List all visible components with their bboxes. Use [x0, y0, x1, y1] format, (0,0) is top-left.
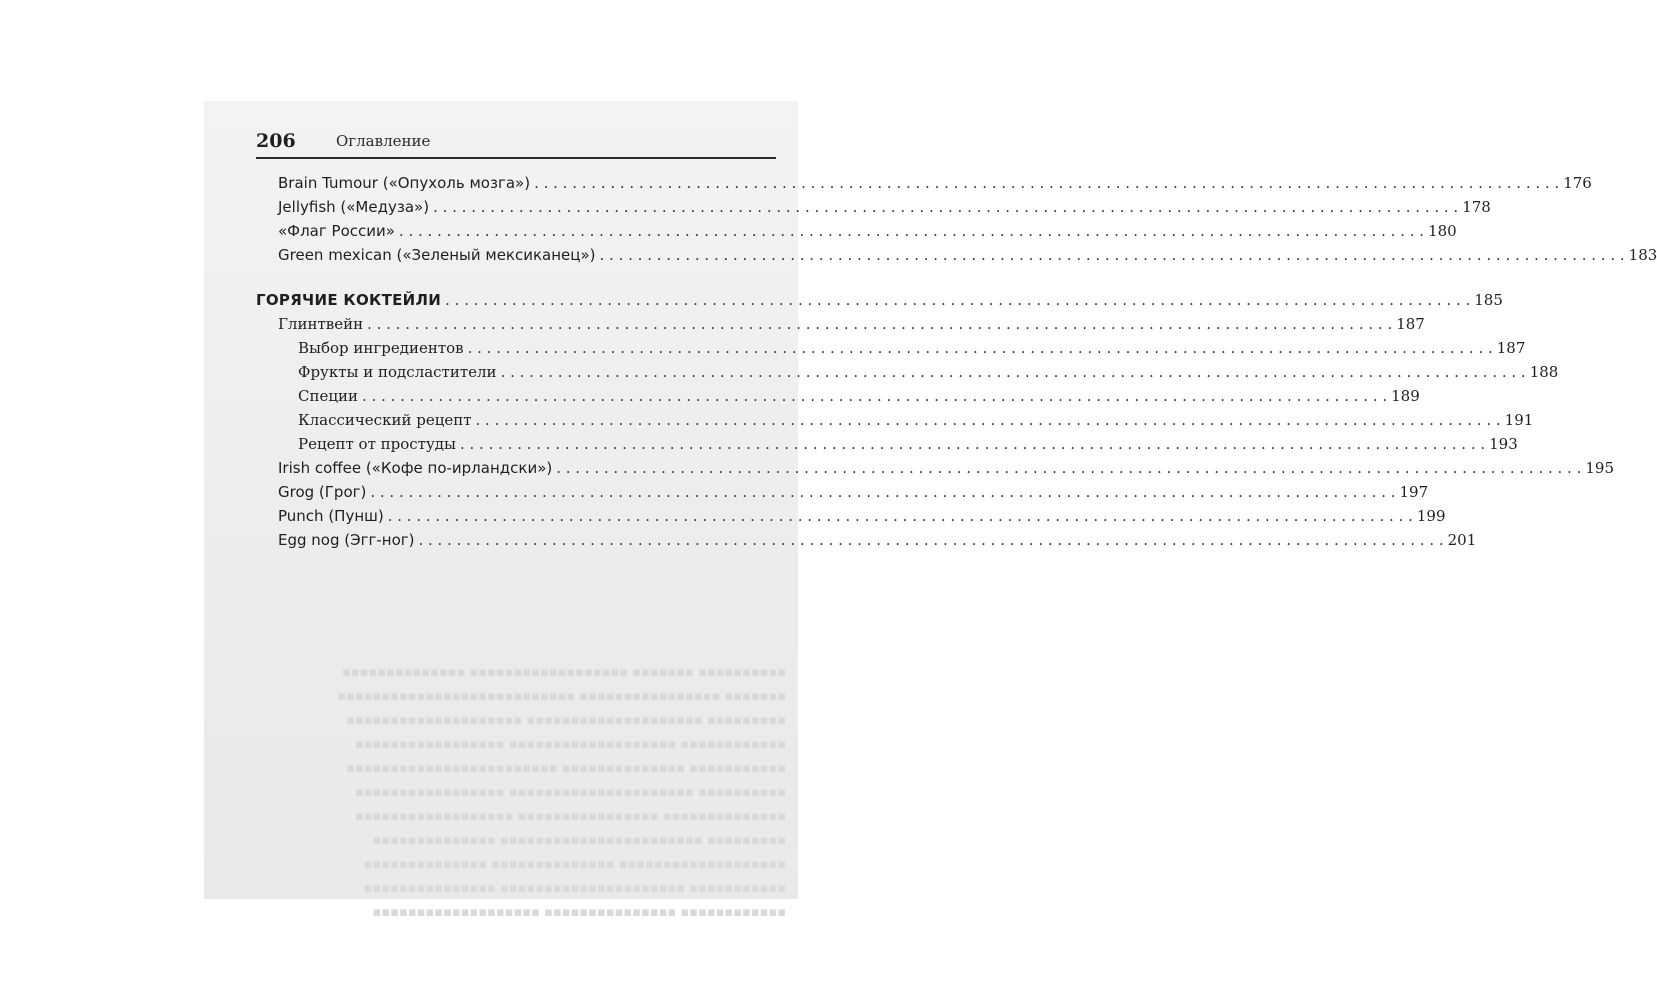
leader-dots	[399, 222, 1424, 240]
toc-entry-page: 199	[1416, 507, 1446, 525]
leader-dots	[418, 531, 1443, 549]
toc-entry-label: Глинтвейн	[278, 315, 364, 333]
toc-subentry	[256, 339, 1526, 363]
toc-entry-page: 187	[1396, 315, 1425, 333]
toc-entry-page: 201	[1447, 531, 1477, 549]
leader-dots	[460, 435, 1485, 453]
toc-entry	[256, 315, 1425, 339]
toc-entry-page: 191	[1504, 411, 1534, 429]
toc-entry	[256, 507, 1446, 531]
book-page	[204, 101, 1657, 920]
toc-entry-label: Irish coffee («Кофе по-ирландски»)	[278, 459, 553, 477]
toc-entry-page: 188	[1529, 363, 1559, 381]
toc-subentry	[256, 435, 1518, 459]
toc-entry	[256, 198, 1491, 222]
toc-subentry	[256, 387, 1420, 411]
leader-dots	[370, 483, 1395, 501]
leader-dots	[433, 198, 1458, 216]
leader-dots	[388, 507, 1413, 525]
toc-entry	[256, 459, 1614, 483]
toc-entry	[256, 246, 1657, 270]
toc-entry-label: Egg nog (Эгг-ног)	[278, 531, 415, 549]
toc-entry-label: Классический рецепт	[298, 411, 472, 429]
toc-entry-page: 187	[1496, 339, 1526, 357]
toc-entry-page: 197	[1399, 483, 1429, 501]
toc-entry-page: 193	[1489, 435, 1518, 453]
toc-entry-page: 189	[1391, 387, 1420, 405]
toc-entry-page: 178	[1462, 198, 1491, 216]
toc-entry-label: Выбор ингредиентов	[298, 339, 464, 357]
leader-dots	[445, 291, 1470, 309]
page-number: 206	[256, 130, 296, 152]
toc-entry	[256, 174, 1592, 198]
toc-entry-label: Фрукты и подсластители	[298, 363, 497, 381]
toc-entry-label: Grog (Грог)	[278, 483, 367, 501]
leader-dots	[362, 387, 1387, 405]
toc-section-label: ГОРЯЧИЕ КОКТЕЙЛИ	[256, 291, 442, 309]
leader-dots	[556, 459, 1581, 477]
toc-entry-page: 180	[1428, 222, 1457, 240]
toc-entry-label: Brain Tumour («Опухоль мозга»)	[278, 174, 531, 192]
page-header	[256, 128, 776, 158]
toc-entry	[256, 222, 1457, 246]
running-title: Оглавление	[336, 132, 431, 150]
toc-subentry	[256, 411, 1534, 435]
toc-entry-label: Специи	[298, 387, 358, 405]
toc-section-heading	[256, 291, 1503, 315]
toc-entry-page: 176	[1563, 174, 1592, 192]
toc-entry-label: Punch (Пунш)	[278, 507, 384, 525]
toc-entry-label: «Флаг России»	[278, 222, 395, 240]
leader-dots	[534, 174, 1559, 192]
toc-entry	[256, 483, 1429, 507]
header-divider	[256, 157, 776, 159]
toc-entry-page: 195	[1585, 459, 1614, 477]
leader-dots	[600, 246, 1625, 264]
toc-entry-label: Green mexican («Зеленый мексиканец»)	[278, 246, 596, 264]
leader-dots	[501, 363, 1526, 381]
toc-entry-label: Рецепт от простуды	[298, 435, 456, 453]
toc-subentry	[256, 363, 1559, 387]
leader-dots	[476, 411, 1501, 429]
toc-entry-page: 183	[1628, 246, 1657, 264]
bleed-through-text: ▪▪▪▪▪▪▪▪▪▪ ▪▪▪▪▪▪▪ ▪▪▪▪▪▪▪▪▪▪▪▪▪▪▪▪▪▪ ▪▪▪▪▪▪▪▪▪▪▪▪▪▪ ▪▪▪▪▪▪▪ ▪▪▪▪▪▪▪▪▪▪▪▪▪▪▪▪ ▪▪▪▪▪▪▪▪▪▪▪▪▪▪▪▪▪▪▪▪▪▪▪▪▪▪▪ ▪▪▪▪▪▪▪▪▪ ▪▪▪▪▪▪▪▪▪▪▪▪▪▪▪▪▪▪▪▪ ▪▪▪▪▪▪▪▪▪▪▪▪▪▪▪▪▪▪▪▪ ▪▪▪▪▪▪▪▪▪▪▪▪ ▪▪▪▪▪▪▪▪▪▪▪▪▪▪▪▪▪▪▪ ▪▪▪▪▪▪▪▪▪▪▪▪▪▪▪▪▪ ▪▪▪▪▪▪▪▪▪▪▪ ▪▪▪▪▪▪▪▪▪▪▪▪▪▪ ▪▪▪▪▪▪▪▪▪▪▪▪▪▪▪▪▪▪▪▪▪▪▪▪ ▪▪▪▪▪▪▪▪▪▪ ▪▪▪▪▪▪▪▪▪▪▪▪▪▪▪▪▪▪▪▪▪ ▪▪▪▪▪▪▪▪▪▪▪▪▪▪▪▪▪ ▪▪▪▪▪▪▪▪▪▪▪▪▪▪ ▪▪▪▪▪▪▪▪▪▪▪▪▪▪▪▪ ▪▪▪▪▪▪▪▪▪▪▪▪▪▪▪▪▪▪ ▪▪▪▪▪▪▪▪▪ ▪▪▪▪▪▪▪▪▪▪▪▪▪▪▪▪▪▪▪▪▪▪▪ ▪▪▪▪▪▪▪▪▪▪▪▪▪▪ ▪▪▪▪▪▪▪▪▪▪▪▪▪▪▪▪▪▪▪ ▪▪▪▪▪▪▪▪▪▪▪▪▪▪ ▪▪▪▪▪▪▪▪▪▪▪▪▪▪ ▪▪▪▪▪▪▪▪▪▪▪ ▪▪▪▪▪▪▪▪▪▪▪▪▪▪▪▪▪▪▪▪▪ ▪▪▪▪▪▪▪▪▪▪▪▪▪▪▪ ▪▪▪▪▪▪▪▪▪▪▪▪ ▪▪▪▪▪▪▪▪▪▪▪▪▪▪▪ ▪▪▪▪▪▪▪▪▪▪▪▪▪▪▪▪▪▪▪	[337, 665, 786, 920]
leader-dots	[468, 339, 1493, 357]
toc-entry-label: Jellyfish («Медуза»)	[278, 198, 430, 216]
leader-dots	[367, 315, 1392, 333]
toc-entry	[256, 531, 1477, 555]
toc-entry-page: 185	[1474, 291, 1503, 309]
